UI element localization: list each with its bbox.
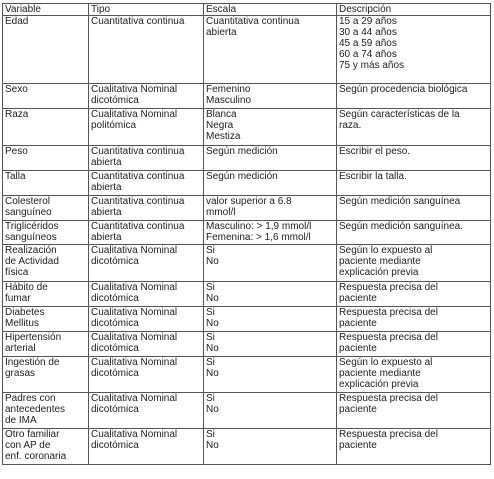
cell-line: paciente <box>339 343 377 354</box>
cell-line: Hipertensión <box>5 332 62 343</box>
cell-line: paciente <box>339 440 377 451</box>
header-escala: Escala <box>204 4 337 16</box>
table-row <box>3 245 491 282</box>
cell-variable <box>3 429 89 465</box>
cell-line: Cuantitativa continua <box>91 16 185 27</box>
cell-line: Otro familiar <box>5 429 60 440</box>
cell-line: raza. <box>339 120 362 131</box>
cell-line: enf. coronaria <box>5 451 67 462</box>
cell-line: Femenina: > 1,6 mmol/l <box>206 232 311 243</box>
cell-line: 45 a 59 años <box>339 38 397 49</box>
cell-line: dicotómica <box>91 440 139 451</box>
cell-tipo <box>89 221 204 245</box>
cell-line: No <box>206 293 219 304</box>
cell-line: Sexo <box>5 84 28 95</box>
cell-line: Negra <box>206 120 234 131</box>
cell-line: explicación previa <box>339 267 419 278</box>
cell-descripcion <box>337 109 491 146</box>
cell-line: abierta <box>91 157 122 168</box>
cell-line: Según lo expuesto al <box>339 357 433 368</box>
cell-tipo <box>89 332 204 357</box>
cell-descripcion <box>337 146 491 171</box>
cell-line: Respuesta precisa del <box>339 393 438 404</box>
table-row <box>3 84 491 109</box>
cell-line: Cuantitativa continua <box>91 171 185 182</box>
cell-escala <box>204 16 337 84</box>
cell-line: dicotómica <box>91 293 139 304</box>
table-row <box>3 307 491 332</box>
cell-line: 15 a 29 años <box>339 16 397 27</box>
cell-variable <box>3 221 89 245</box>
table-row <box>3 282 491 307</box>
cell-escala <box>204 196 337 221</box>
cell-line: física <box>5 267 29 278</box>
cell-line: Padres con <box>5 393 56 404</box>
cell-line: Respuesta precisa del <box>339 332 438 343</box>
cell-escala <box>204 307 337 332</box>
cell-escala <box>204 332 337 357</box>
cell-tipo <box>89 357 204 393</box>
cell-line: Según medición sanguínea <box>339 196 461 207</box>
cell-descripcion <box>337 245 491 282</box>
cell-line: Peso <box>5 146 28 157</box>
cell-tipo <box>89 307 204 332</box>
cell-line: Cuantitativa continua <box>206 16 300 27</box>
cell-line: arterial <box>5 343 36 354</box>
cell-escala <box>204 393 337 429</box>
cell-line: 60 a 74 años <box>339 49 397 60</box>
cell-line: No <box>206 343 219 354</box>
cell-line: Según procedencia biológica <box>339 84 468 95</box>
cell-tipo <box>89 429 204 465</box>
table-container <box>2 3 491 465</box>
cell-descripcion <box>337 429 491 465</box>
cell-line: Masculino: > 1,9 mmol/l <box>206 221 312 232</box>
cell-descripcion <box>337 84 491 109</box>
cell-line: Blanca <box>206 109 237 120</box>
cell-line: Mellitus <box>5 318 39 329</box>
cell-descripcion <box>337 357 491 393</box>
cell-descripcion <box>337 332 491 357</box>
cell-line: Realización <box>5 245 57 256</box>
cell-line: abierta <box>206 27 237 38</box>
cell-line: abierta <box>91 182 122 193</box>
cell-variable <box>3 357 89 393</box>
cell-line: Cualitativa Nominal <box>91 393 178 404</box>
header-tipo: Tipo <box>89 4 204 16</box>
cell-line: Respuesta precisa del <box>339 429 438 440</box>
cell-line: Cualitativa Nominal <box>91 282 178 293</box>
cell-tipo <box>89 84 204 109</box>
cell-line: Respuesta precisa del <box>339 282 438 293</box>
cell-line: dicotómica <box>91 256 139 267</box>
table-row <box>3 357 491 393</box>
cell-variable <box>3 146 89 171</box>
cell-line: Colesterol <box>5 196 51 207</box>
cell-line: Raza <box>5 109 29 120</box>
cell-tipo <box>89 245 204 282</box>
cell-line: Cualitativa Nominal <box>91 357 178 368</box>
cell-variable <box>3 393 89 429</box>
cell-line: Diabetes <box>5 307 45 318</box>
cell-line: Ingestión de <box>5 357 60 368</box>
cell-escala <box>204 245 337 282</box>
cell-line: sanguíneos <box>5 232 57 243</box>
cell-line: paciente <box>339 404 377 415</box>
cell-line: Si <box>206 393 215 404</box>
cell-variable <box>3 282 89 307</box>
cell-line: politómica <box>91 120 137 131</box>
variables-table <box>2 3 491 465</box>
cell-line: No <box>206 318 219 329</box>
cell-line: Cualitativa Nominal <box>91 109 178 120</box>
cell-descripcion <box>337 282 491 307</box>
cell-escala <box>204 171 337 196</box>
cell-line: Escribir la talla. <box>339 171 407 182</box>
header-variable: Variable <box>3 4 89 16</box>
cell-line: Respuesta precisa del <box>339 307 438 318</box>
cell-line: paciente <box>339 293 377 304</box>
cell-descripcion <box>337 221 491 245</box>
cell-line: Cualitativa Nominal <box>91 245 178 256</box>
cell-line: dicotómica <box>91 95 139 106</box>
cell-line: paciente mediante <box>339 256 421 267</box>
cell-variable <box>3 109 89 146</box>
cell-variable <box>3 171 89 196</box>
cell-line: grasas <box>5 368 36 379</box>
cell-line: Cualitativa Nominal <box>91 429 178 440</box>
cell-line: Según medición <box>206 146 278 157</box>
cell-line: Cualitativa Nominal <box>91 307 178 318</box>
table-row <box>3 171 491 196</box>
cell-line: dicotómica <box>91 368 139 379</box>
table-row <box>3 196 491 221</box>
cell-line: Femenino <box>206 84 251 95</box>
cell-tipo <box>89 171 204 196</box>
cell-line: Triglicéridos <box>5 221 59 232</box>
cell-line: explicación previa <box>339 379 419 390</box>
cell-variable <box>3 196 89 221</box>
cell-line: Si <box>206 429 215 440</box>
cell-line: Cuantitativa continua <box>91 196 185 207</box>
table-row <box>3 332 491 357</box>
cell-line: Según medición sanguínea. <box>339 221 463 232</box>
cell-line: Si <box>206 282 215 293</box>
table-body <box>3 16 491 465</box>
cell-line: Talla <box>5 171 26 182</box>
cell-descripcion <box>337 16 491 84</box>
cell-line: Según características de la <box>339 109 460 120</box>
cell-line: de Actividad <box>5 256 59 267</box>
cell-line: fumar <box>5 293 31 304</box>
header-descripcion: Descripción <box>337 4 491 16</box>
table-row <box>3 109 491 146</box>
cell-line: paciente <box>339 318 377 329</box>
cell-escala <box>204 282 337 307</box>
cell-line: 30 a 44 años <box>339 27 397 38</box>
cell-line: abierta <box>91 207 122 218</box>
cell-variable <box>3 307 89 332</box>
cell-line: de IMA <box>5 415 37 426</box>
cell-tipo <box>89 393 204 429</box>
cell-tipo <box>89 282 204 307</box>
cell-line: Masculino <box>206 95 252 106</box>
cell-line: 75 y más años <box>339 60 405 71</box>
cell-descripcion <box>337 196 491 221</box>
cell-line: Si <box>206 245 215 256</box>
table-row <box>3 221 491 245</box>
cell-tipo <box>89 196 204 221</box>
cell-line: dicotómica <box>91 318 139 329</box>
cell-line: Edad <box>5 16 29 27</box>
cell-descripcion <box>337 393 491 429</box>
table-row <box>3 146 491 171</box>
cell-escala <box>204 146 337 171</box>
cell-line: Hábito de <box>5 282 48 293</box>
cell-escala <box>204 357 337 393</box>
table-row <box>3 429 491 465</box>
cell-line: Cuantitativa continua <box>91 146 185 157</box>
cell-line: Según lo expuesto al <box>339 245 433 256</box>
cell-line: Cualitativa Nominal <box>91 332 178 343</box>
cell-escala <box>204 429 337 465</box>
cell-line: Según medición <box>206 171 278 182</box>
cell-descripcion <box>337 171 491 196</box>
cell-variable <box>3 16 89 84</box>
cell-line: Cuantitativa continua <box>91 221 185 232</box>
cell-line: Si <box>206 332 215 343</box>
cell-variable <box>3 84 89 109</box>
cell-line: Si <box>206 307 215 318</box>
cell-escala <box>204 109 337 146</box>
cell-variable <box>3 332 89 357</box>
cell-line: con AP de <box>5 440 51 451</box>
cell-tipo <box>89 146 204 171</box>
cell-line: Cualitativa Nominal <box>91 84 178 95</box>
header-row <box>3 4 491 16</box>
cell-variable <box>3 245 89 282</box>
cell-line: Mestiza <box>206 131 241 142</box>
cell-line: No <box>206 368 219 379</box>
cell-line: No <box>206 440 219 451</box>
cell-line: Si <box>206 357 215 368</box>
cell-tipo <box>89 109 204 146</box>
cell-line: valor superior a 6.8 <box>206 196 292 207</box>
cell-line: dicotómica <box>91 404 139 415</box>
cell-line: No <box>206 256 219 267</box>
cell-line: sanguíneo <box>5 207 52 218</box>
cell-descripcion <box>337 307 491 332</box>
cell-escala <box>204 84 337 109</box>
table-row <box>3 16 491 84</box>
cell-line: dicotómica <box>91 343 139 354</box>
cell-line: paciente mediante <box>339 368 421 379</box>
cell-line: Escribir el peso. <box>339 146 411 157</box>
cell-escala <box>204 221 337 245</box>
cell-line: mmol/l <box>206 207 236 218</box>
cell-line: No <box>206 404 219 415</box>
cell-tipo <box>89 16 204 84</box>
table-row <box>3 393 491 429</box>
cell-line: antecedentes <box>5 404 66 415</box>
cell-line: abierta <box>91 232 122 243</box>
